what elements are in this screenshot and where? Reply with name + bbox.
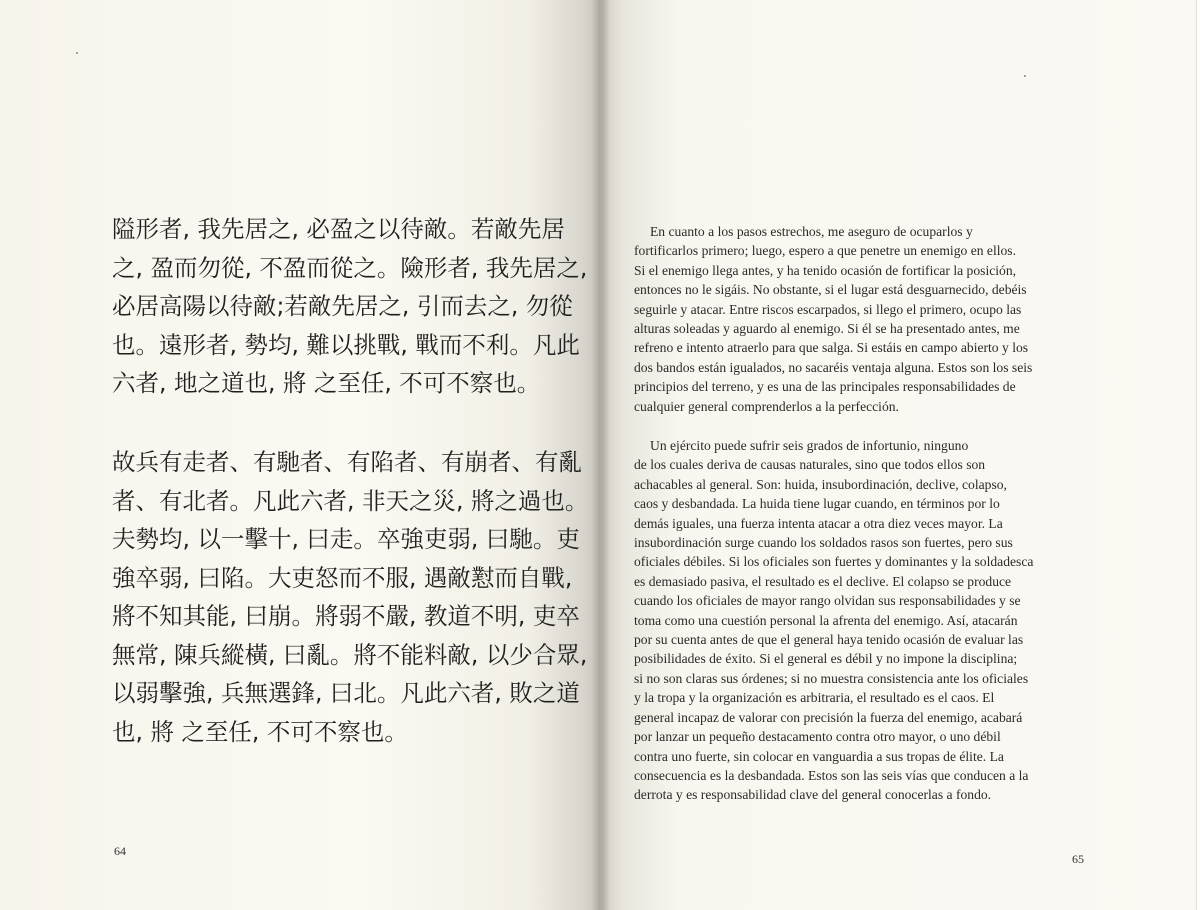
text-line: seguirle y atacar. Entre riscos escarpados, si llego el primero, ocupo las bbox=[634, 301, 1022, 317]
spanish-paragraph-2 bbox=[634, 436, 1092, 805]
paper-speck bbox=[76, 52, 78, 54]
text-line: Un ejército puede sufrir seis grados de infortunio, ninguno bbox=[650, 438, 969, 453]
chinese-paragraph-2 bbox=[112, 443, 589, 751]
chinese-paragraph-1 bbox=[112, 210, 588, 403]
right-page bbox=[600, 0, 1197, 910]
text-line: 六者, 地之道也, 將 之至任, 不可不察也。 bbox=[112, 369, 541, 397]
text-line: por su cuenta antes de que el general haya tenido ocasión de evaluar las bbox=[634, 632, 1024, 648]
page-number-left: 64 bbox=[114, 844, 126, 858]
text-line: 之, 盈而勿從, 不盈而從之。險形者, 我先居之, bbox=[112, 253, 588, 282]
text-line: general incapaz de valorar con precisión la fuerza del enemigo, acabará bbox=[634, 709, 1023, 725]
page-number-right: 65 bbox=[1072, 852, 1084, 866]
text-line: dos bandos están igualados, no sacaréis ventaja alguna. Estos son los seis bbox=[634, 359, 1033, 375]
text-line: refreno e intento atraerlo para que salga. Si estáis en campo abierto y los bbox=[634, 340, 1029, 356]
text-line: fortificarlos primero; luego, espero a que penetre un enemigo en ellos. bbox=[634, 243, 1016, 259]
spanish-paragraph-1 bbox=[634, 222, 1092, 416]
text-line: y la tropa y la organización es arbitraria, el resultado es el caos. El bbox=[634, 690, 995, 706]
text-line: demás iguales, una fuerza intenta atacar a otra diez veces mayor. La bbox=[634, 515, 1003, 531]
text-line: 也, 將 之至任, 不可不察也。 bbox=[112, 717, 408, 746]
text-line: oficiales débiles. Si los oficiales son fuertes y dominantes y la soldadesca bbox=[634, 554, 1034, 570]
text-line: cuando los oficiales de mayor rango olvidan sus responsabilidades y se bbox=[634, 593, 1021, 609]
text-line: 必居高陽以待敵;若敵先居之, 引而去之, 勿從 bbox=[112, 292, 573, 320]
text-line: Si el enemigo llega antes, y ha tenido ocasión de fortificar la posición, bbox=[634, 262, 1017, 278]
text-line: 強卒弱, 曰陷。大吏怒而不服, 遇敵懟而自戰, bbox=[112, 563, 573, 592]
text-line: 隘形者, 我先居之, 必盈之以待敵。若敵先居 bbox=[112, 215, 565, 243]
text-line: cualquier general comprenderlos a la perfección. bbox=[634, 398, 899, 414]
text-line: si no son claras sus órdenes; si no muestra consistencia ante los oficiales bbox=[634, 670, 1029, 686]
text-line: insubordinación surge cuando los soldados rasos son fuertes, pero sus bbox=[634, 535, 1013, 551]
text-line: 故兵有走者、有馳者、有陷者、有崩者、有亂 bbox=[112, 448, 582, 476]
text-line: 者、有北者。凡此六者, 非天之災, 將之過也。 bbox=[112, 486, 589, 515]
text-line: toma como una cuestión personal la afrenta del enemigo. Así, atacarán bbox=[634, 612, 1018, 628]
text-line: consecuencia es la desbandada. Estos son las seis vías que conducen a la bbox=[634, 767, 1029, 783]
text-line: 夫勢均, 以一擊十, 曰走。卒強吏弱, 曰馳。吏 bbox=[112, 525, 580, 553]
text-line: de los cuales deriva de causas naturales, sino que todos ellos son bbox=[634, 457, 986, 473]
text-line: achacables al general. Son: huida, insubordinación, declive, colapso, bbox=[634, 476, 1007, 492]
text-line: 將不知其能, 曰崩。將弱不嚴, 教道不明, 吏卒 bbox=[112, 602, 580, 630]
book-gutter-shadow bbox=[592, 0, 610, 910]
text-line: En cuanto a los pasos estrechos, me aseguro de ocuparlos y bbox=[650, 224, 973, 239]
text-line: alturas soleadas y aguardo al enemigo. Si él se ha presentado antes, me bbox=[634, 321, 1020, 337]
text-line: es demasiado pasiva, el resultado es el declive. El colapso se produce bbox=[634, 573, 1012, 589]
paper-speck bbox=[1024, 75, 1026, 77]
text-line: entonces no le sigáis. No obstante, si el lugar está desguarnecido, debéis bbox=[634, 282, 1027, 298]
text-line: 無常, 陳兵縱橫, 曰亂。將不能料敵, 以少合眾, bbox=[112, 640, 588, 669]
text-line: caos y desbandada. La huida tiene lugar cuando, en términos por lo bbox=[634, 496, 1000, 512]
text-line: principios del terreno, y es una de las principales responsabilidades de bbox=[634, 379, 1016, 395]
text-line: contra uno fuerte, sin colocar en vanguardia a sus tropas de élite. La bbox=[634, 748, 1004, 764]
text-line: 也。遠形者, 勢均, 難以挑戰, 戰而不利。凡此 bbox=[112, 330, 580, 359]
text-line: posibilidades de éxito. Si el general es débil y no impone la disciplina; bbox=[634, 651, 1018, 667]
text-line: por lanzar un pequeño destacamento contra otro mayor, o uno débil bbox=[634, 729, 1001, 745]
text-line: 以弱擊強, 兵無選鋒, 曰北。凡此六者, 敗之道 bbox=[112, 679, 580, 707]
text-line: derrota y es responsabilidad clave del general conocerlas a fondo. bbox=[634, 787, 992, 803]
